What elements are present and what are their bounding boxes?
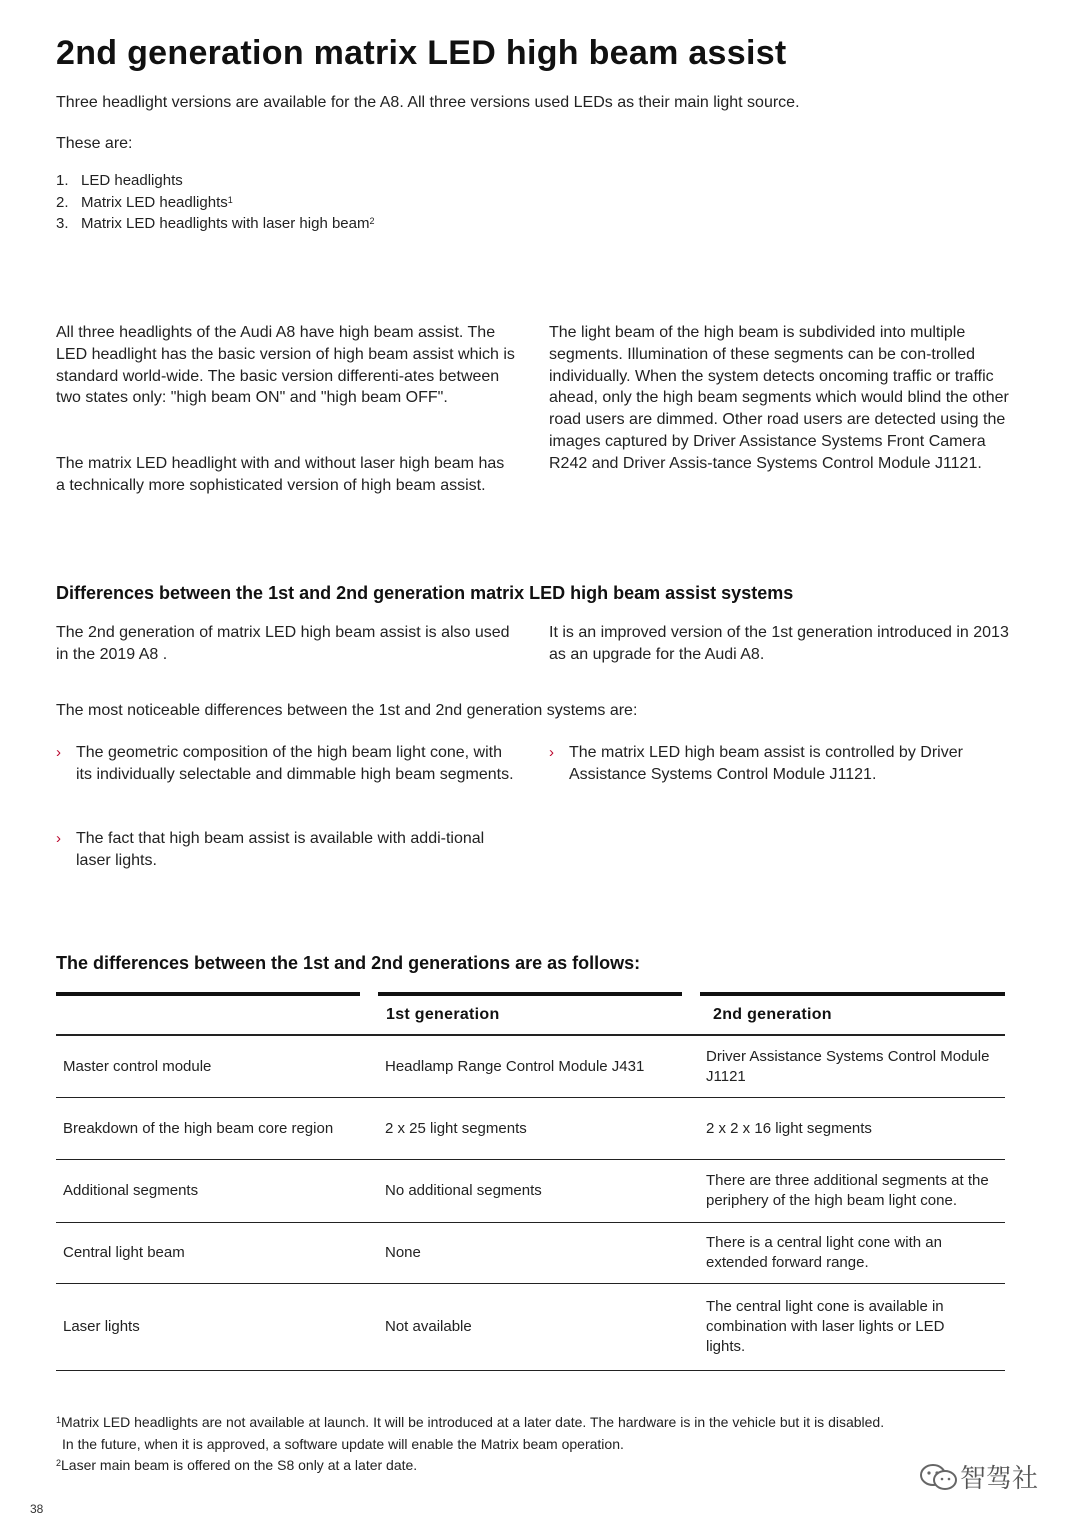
footnote-ref: 2 [369, 216, 375, 226]
bullet-item: › The matrix LED high beam assist is controlled by Driver Assistance Systems Control Module J1121. [549, 742, 1009, 786]
list-item: 1. LED headlights [56, 172, 183, 189]
table-cell: Master control module [63, 1058, 212, 1075]
right-paragraph-1: The light beam of the high beam is subdivided into multiple segments. Illumination of these segments can be con-trolled individually. When the system detects oncoming traffic or traffic ahead, only the high beam segments which would blind the other road users are dimmed. Other road users are detected using the images captured by Driver Assistance Systems Front Camera R242 and Driver Assis-tance Systems Control Module J1121. [549, 324, 1009, 472]
section1-right-text: It is an improved version of the 1st generation introduced in 2013 as an upgrade for the Audi A8. [549, 624, 1009, 663]
these-are-label: These are: [56, 135, 133, 152]
watermark [918, 1458, 1038, 1495]
footnote-ref: 1 [227, 194, 233, 205]
table-cell: Not available [385, 1318, 472, 1335]
table-cell: None [385, 1244, 421, 1261]
intro-text: Three headlight versions are available for the A8. All three versions used LEDs as their main light source. [56, 94, 800, 111]
table-cell: Headlamp Range Control Module J431 [385, 1058, 645, 1075]
list-item: 2. Matrix LED headlights $^1$ [56, 192, 375, 214]
chevron-right-icon: › [56, 830, 61, 847]
headlight-version-list [56, 170, 375, 235]
table-cell: There is a central light cone with an extended forward range. [706, 1234, 942, 1271]
table-cell: The central light cone is available in combination with laser lights or LED lights. [706, 1298, 945, 1355]
list-item: 3. Matrix LED headlights with laser high beam $^2$ [56, 213, 375, 235]
footnote-2: $^2$Laser main beam is offered on the S8 only at a later date. [56, 1457, 418, 1473]
chevron-right-icon: › [56, 744, 61, 761]
page-title: 2nd generation matrix LED high beam assist [56, 34, 787, 72]
page-number: 38 [30, 1502, 44, 1516]
column-bar [700, 992, 1005, 996]
bullet-item: › The fact that high beam assist is available with addi-tional laser lights. [56, 828, 486, 872]
wechat-icon [918, 1462, 960, 1492]
table-cell: Laser lights [63, 1318, 140, 1335]
table-cell: No additional segments [385, 1182, 542, 1199]
footnote-1-continued: In the future, when it is approved, a software update will enable the Matrix beam operation. [62, 1435, 624, 1452]
table-cell: 2 x 2 x 16 light segments [706, 1119, 872, 1137]
column-bar [56, 992, 360, 996]
column-header-1st-generation: 1st generation [386, 1006, 500, 1023]
footnote-1: $^1$Matrix LED headlights are not available at launch. It will be introduced at a later date. The hardware is in the vehicle but it is disabled. [56, 1414, 885, 1430]
watermark-text: 智驾社 [960, 1463, 1039, 1493]
table-cell: Driver Assistance Systems Control Module J1121 [706, 1048, 990, 1085]
column-bar [378, 992, 682, 996]
chevron-right-icon: › [549, 744, 554, 761]
table-cell: Central light beam [63, 1244, 185, 1261]
table-cell: Breakdown of the high beam core region [63, 1119, 334, 1137]
section1-lead-text: The most noticeable differences between the 1st and 2nd generation systems are: [56, 702, 638, 719]
left-paragraph-1: All three headlights of the Audi A8 have high beam assist. The LED headlight has the basic version of high beam assist which is standard world-wide. The basic version differenti-ates between two states only: "high beam ON" and "high beam OFF". [56, 324, 515, 407]
bullet-item: › The geometric composition of the high beam light cone, with its individually selectable and dimmable high beam segments. [56, 742, 516, 786]
section-heading-table: The differences between the 1st and 2nd generations are as follows: [56, 953, 641, 973]
table-header-divider [56, 1034, 1005, 1036]
table-cell: 2 x 25 light segments [385, 1119, 527, 1137]
table-cell: There are three additional segments at the periphery of the high beam light cone. [706, 1172, 989, 1209]
left-paragraph-2: The matrix LED headlight with and without laser high beam has a technically more sophisticated version of high beam assist. [56, 455, 505, 494]
footnotes [56, 1412, 884, 1477]
column-header-2nd-generation: 2nd generation [713, 1006, 832, 1023]
table-cell: Additional segments [63, 1182, 199, 1199]
table-bottom-divider [56, 1370, 1005, 1371]
section1-left-text: The 2nd generation of matrix LED high beam assist is also used in the 2019 A8 . [56, 624, 510, 663]
section-heading-differences: Differences between the 1st and 2nd generation matrix LED high beam assist systems [56, 583, 794, 603]
